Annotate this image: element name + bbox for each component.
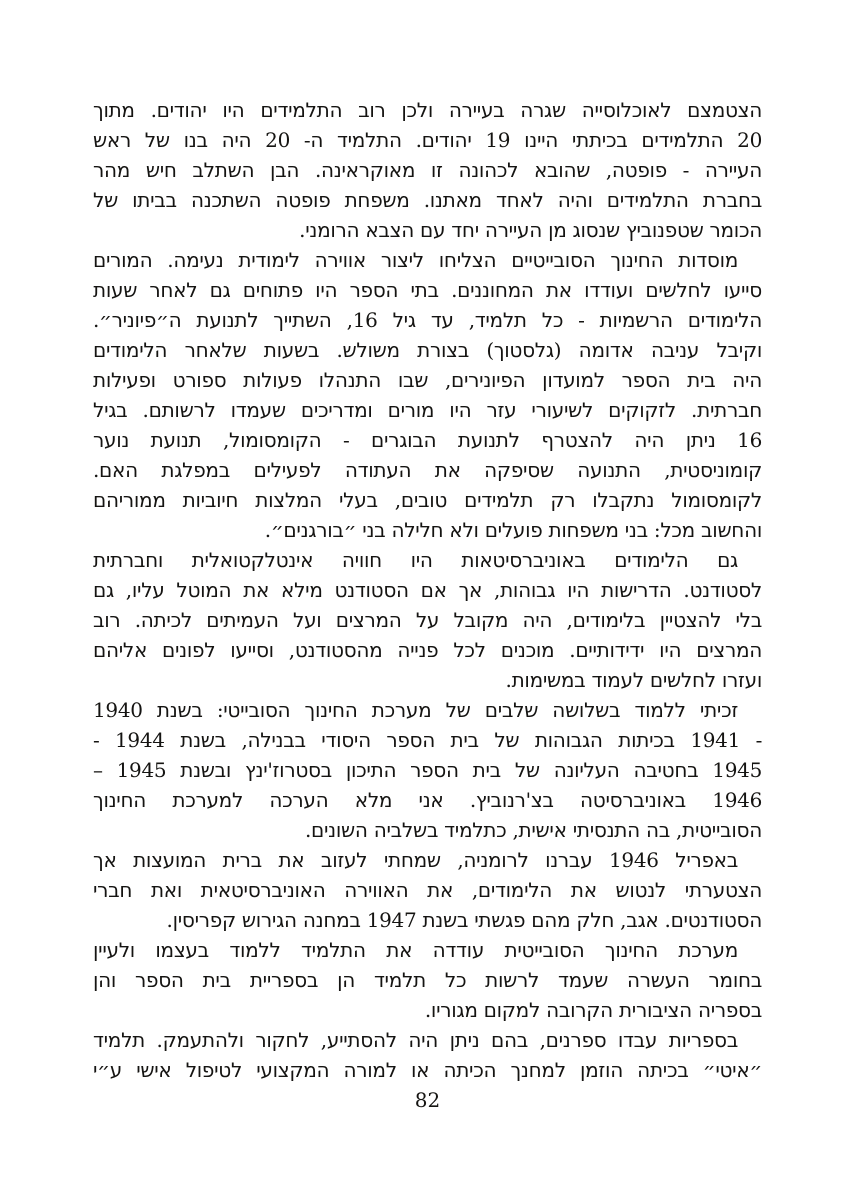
paragraph: [93, 545, 762, 695]
text-line: הסובייטית, בה התנסיתי אישית, כתלמיד בשלביה השונים.: [304, 818, 762, 842]
text-line: לסטודנט. הדרישות היו גבוהות, אך אם הסטודנט מילא את המוטל עליו, גם: [93, 578, 762, 602]
text-line: המרצים היו ידידותיים. מוכנים לכל פנייה מהסטודנט, וסייעו לפונים אליהם: [93, 638, 762, 662]
text-line: היה בית הספר למועדון הפיונירים, שבו התנהלו פעולות ספורט ופעילות: [93, 368, 762, 392]
paragraph: [93, 845, 762, 935]
paragraph: [93, 1025, 762, 1085]
text-line: מערכת החינוך הסובייטית עודדה את התלמיד ללמוד בעצמו ולעיין: [93, 938, 738, 962]
text-line: 1946 באוניברסיטה בצ'רנוביץ. אני מלא הערכה למערכת החינוך: [93, 788, 762, 812]
text-line: הכומר שטפנוביץ שנסוג מן העיירה יחד עם הצבא הרומני.: [299, 218, 762, 242]
text-line: בחומר העשרה שעמד לרשות כל תלמיד הן בספריית בית הספר והן: [93, 968, 762, 992]
text-line: הסטודנטים. אגב, חלק מהם פגשתי בשנת 1947 במחנה הגירוש קפריסין.: [166, 908, 762, 932]
text-line: והחשוב מכל: בני משפחות פועלים ולא חלילה בני ״בורגנים״.: [264, 518, 762, 542]
text-line: בספריות עבדו ספרנים, בהם ניתן היה להסתייע, לחקור ולהתעמק. תלמיד: [93, 1028, 738, 1052]
text-line: הצטערתי לנטוש את הלימודים, את האווירה האוניברסיטאית ואת חברי: [93, 878, 762, 902]
text-line: גם הלימודים באוניברסיטאות היו חוויה אינטלקטואלית וחברתית: [93, 548, 738, 572]
text-line: קומוניסטית, התנועה שסיפקה את העתודה לפעילים במפלגת האם.: [93, 458, 762, 482]
text-line: בספריה הציבורית הקרובה למקום מגוריו.: [424, 998, 762, 1022]
page-text: [93, 95, 762, 1085]
text-line: זכיתי ללמוד בשלושה שלבים של מערכת החינוך הסובייטי: בשנת 1940: [93, 698, 738, 722]
text-line: וקיבל עניבה אדומה (גלסטוך) בצורת משולש. בשעות שלאחר הלימודים: [93, 338, 762, 362]
text-line: חברתית. לזקוקים לשיעורי עזר היו מורים ומדריכים שעמדו לרשותם. בגיל: [93, 398, 762, 422]
text-line: - 1941 בכיתות הגבוהות של בית הספר היסודי בבנילה, בשנת 1944 -: [93, 728, 763, 752]
text-line: ״איטי״ בכיתה הוזמן למחנך הכיתה או למורה המקצועי לטיפול אישי ע״י: [93, 1058, 762, 1082]
text-line: הלימודים הרשמיות - כל תלמיד, עד גיל 16, השתייך לתנועת ה״פיוניר״.: [93, 308, 763, 332]
text-line: העיירה - פופטה, שהובא לכהונה זו מאוקראינה. הבן השתלב חיש מהר: [93, 158, 762, 182]
text-line: 16 ניתן היה להצטרף לתנועת הבוגרים - הקומסומול, תנועת נוער: [93, 428, 762, 452]
page-number: 82: [414, 1088, 441, 1112]
text-line: בלי להצטיין בלימודים, היה מקובל על המרצים ועל העמיתים לכיתה. רוב: [93, 608, 762, 632]
paragraph: [93, 935, 762, 1025]
paragraph: [93, 695, 762, 845]
text-line: בחברת התלמידים והיה לאחד מאתנו. משפחת פופטה השתכנה בביתו של: [93, 188, 762, 212]
text-line: לקומסומול נתקבלו רק תלמידים טובים, בעלי המלצות חיוביות ממוריהם: [93, 488, 762, 512]
text-line: באפריל 1946 עברנו לרומניה, שמחתי לעזוב את ברית המועצות אך: [93, 848, 739, 872]
paragraph: [93, 95, 762, 245]
paragraph: [93, 245, 762, 545]
text-line: מוסדות החינוך הסובייטיים הצליחו ליצור אווירה לימודית נעימה. המורים: [93, 248, 738, 272]
text-line: הצטמצם לאוכלוסייה שגרה בעיירה ולכן רוב התלמידים היו יהודים. מתוך: [93, 98, 762, 122]
text-line: 20 התלמידים בכיתתי היינו 19 יהודים. התלמיד ה- 20 היה בנו של ראש: [93, 128, 762, 152]
text-line: 1945 בחטיבה העליונה של בית הספר התיכון בסטרוז'ינץ ובשנת 1945 –: [93, 758, 762, 782]
text-line: סייעו לחלשים ועודדו את המחוננים. בתי הספר היו פתוחים גם לאחר שעות: [93, 278, 762, 302]
text-line: ועזרו לחלשים לעמוד במשימות.: [505, 668, 762, 692]
